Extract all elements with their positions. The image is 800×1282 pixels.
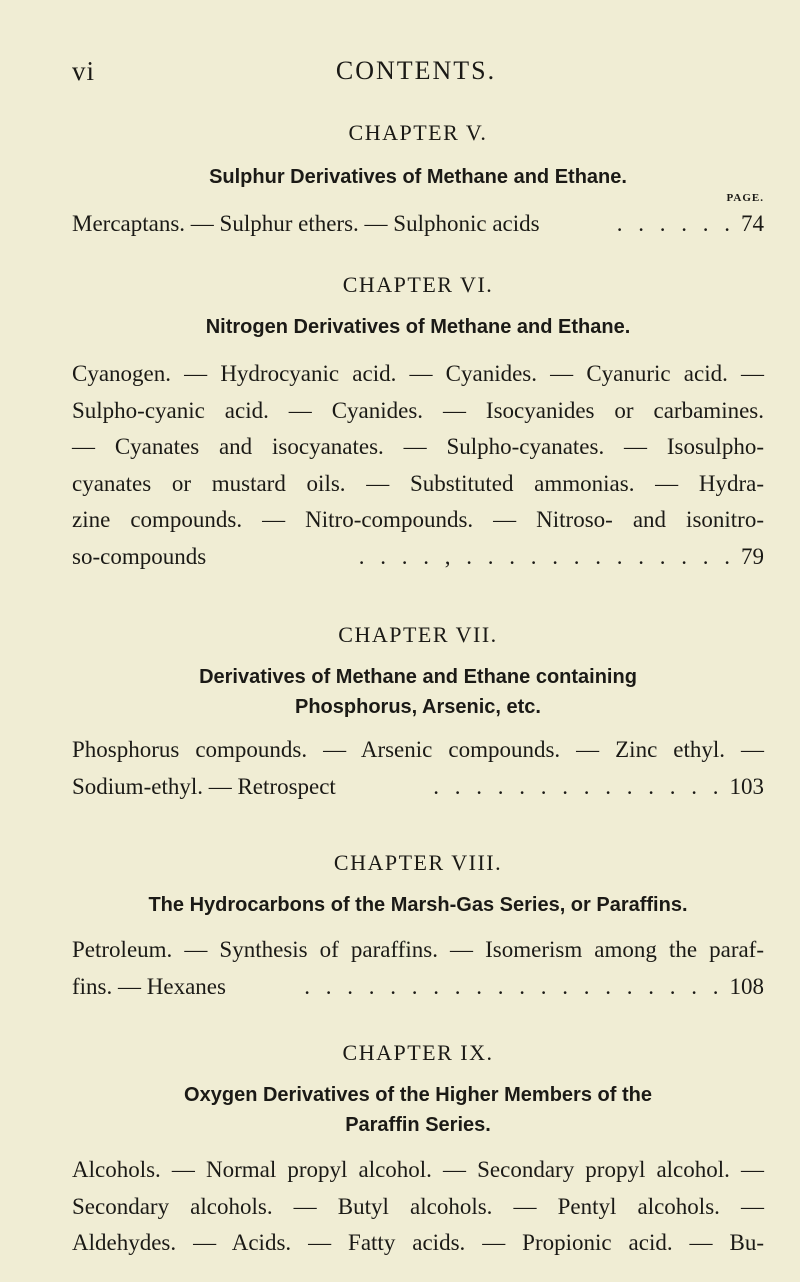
running-head-title: CONTENTS.	[335, 56, 497, 85]
toc-text-line: Sulpho-cyanic acid. — Cyanides. — Isocyanides or carbamines.	[72, 397, 764, 423]
toc-text-line: Petroleum. — Synthesis of paraffins. — Isomerism among the paraf-	[72, 937, 764, 962]
chapter-contents	[72, 206, 764, 243]
toc-page-number: 103	[729, 773, 764, 799]
toc-entry-text: fins. — Hexanes	[72, 973, 226, 999]
page-number: vi	[72, 56, 96, 86]
leader-dots: . . . . . .	[616, 211, 735, 236]
chapter-heading: CHAPTER V.	[348, 120, 488, 145]
page-column-label: PAGE.	[726, 192, 764, 204]
chapter-contents	[72, 356, 764, 575]
chapter-subtitle: Derivatives of Methane and Ethane containing Phosphorus, Arsenic, etc.	[199, 666, 637, 718]
toc-page-number: 79	[741, 543, 764, 569]
toc-entry-line	[72, 969, 764, 1006]
chapter-contents	[72, 932, 764, 1005]
chapter-vii	[72, 622, 764, 805]
chapter-subtitle: Sulphur Derivatives of Methane and Ethane.	[209, 166, 627, 188]
running-head	[72, 56, 760, 92]
toc-text-line: Alcohols. — Normal propyl alcohol. — Secondary propyl alcohol. —	[72, 1157, 764, 1182]
toc-entry-line	[72, 769, 764, 806]
toc-entry-text: Mercaptans. — Sulphur ethers. — Sulphonic acids	[72, 211, 540, 236]
chapter-heading: CHAPTER IX.	[342, 1040, 494, 1065]
chapter-heading: CHAPTER VII.	[338, 622, 498, 647]
toc-text-line: Phosphorus compounds. — Arsenic compounds. — Zinc ethyl. —	[72, 737, 764, 762]
toc-text-line: Secondary alcohols. — Butyl alcohols. — Pentyl alcohols. —	[72, 1193, 764, 1219]
chapter-subtitle: Oxygen Derivatives of the Higher Members of the Paraffin Series.	[184, 1084, 652, 1136]
leader-dots: . . . . . . . . . . . . . . . . . . . .	[304, 973, 724, 999]
toc-entry-text: so-compounds	[72, 543, 207, 569]
toc-page-number: 74	[741, 211, 764, 236]
toc-text-line: Cyanogen. — Hydrocyanic acid. — Cyanides. — Cyanuric acid. —	[72, 361, 764, 386]
chapter-vi	[72, 272, 764, 575]
chapter-subtitle: Nitrogen Derivatives of Methane and Ethane.	[205, 316, 631, 338]
toc-text-line: Aldehydes. — Acids. — Fatty acids. — Propionic acid. — Bu-	[72, 1230, 764, 1255]
leader-dots: . . . . , . . . . . . . . . . . . .	[358, 543, 735, 569]
toc-text-line: zine compounds. — Nitro-compounds. — Nitroso- and isonitro-	[72, 507, 764, 532]
toc-text-line: — Cyanates and isocyanates. — Sulpho-cyanates. — Isosulpho-	[72, 434, 764, 459]
chapter-v	[72, 120, 764, 243]
chapter-heading: CHAPTER VI.	[342, 272, 494, 297]
toc-entry-text: Sodium-ethyl. — Retrospect	[72, 773, 336, 799]
leader-dots: . . . . . . . . . . . . . .	[433, 773, 724, 799]
toc-page-number: 108	[729, 973, 764, 999]
chapter-contents	[72, 1152, 764, 1262]
toc-entry-line	[72, 539, 764, 576]
chapter-contents	[72, 732, 764, 805]
chapter-heading: CHAPTER VIII.	[333, 850, 503, 875]
chapter-viii	[72, 850, 764, 1005]
chapter-ix	[72, 1040, 764, 1262]
toc-entry-line	[72, 206, 764, 243]
chapter-subtitle: The Hydrocarbons of the Marsh-Gas Series, or Paraffins.	[148, 894, 688, 916]
toc-text-line: cyanates or mustard oils. — Substituted ammonias. — Hydra-	[72, 470, 764, 496]
